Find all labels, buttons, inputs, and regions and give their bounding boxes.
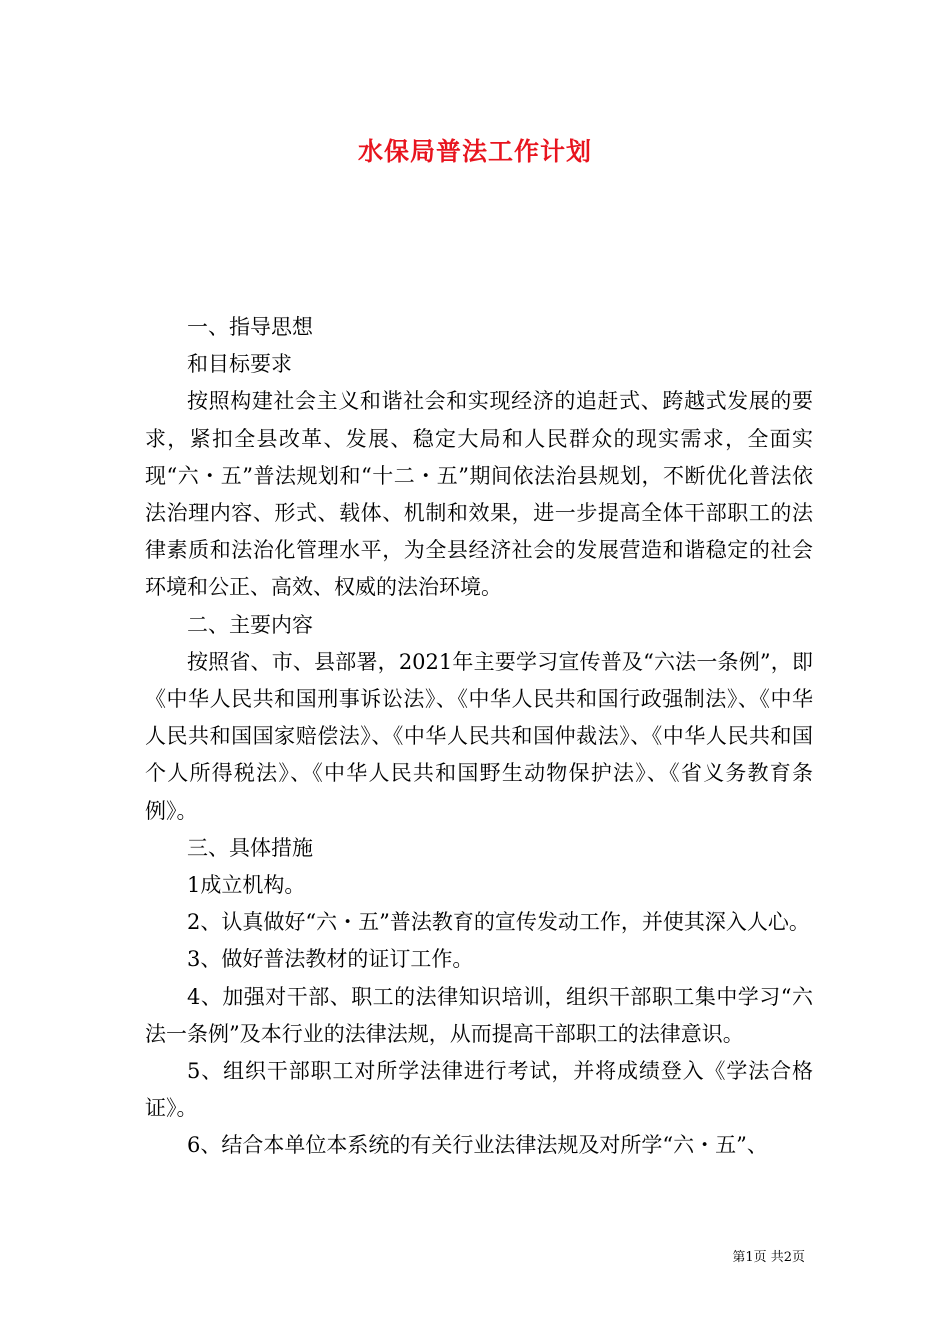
paragraph-heading-1-cont: 和目标要求 — [187, 352, 292, 377]
paragraph-heading-3: 三、具体措施 — [187, 835, 313, 860]
paragraph-content: 按照省、市、县部署，2021年主要学习宣传普及“六法一条例”，即《中华人民共和国刑事诉讼法》、《中华人民共和国行政强制法》、《中华人民共和国国家赔偿法》、《中华人民共和国仲裁法》、《中华人民共和国个人所得税法》、《中华人民共和国野生动物保护法》、《省义务教育条例》。 — [145, 649, 813, 823]
paragraph-measure-4: 4、加强对干部、职工的法律知识培训，组织干部职工集中学习“六法一条例”及本行业的法律法规，从而提高干部职工的法律意识。 — [145, 984, 813, 1046]
paragraph-heading-1: 一、指导思想 — [187, 315, 313, 339]
paragraph-measure-2: 2、认真做好“六・五”普法教育的宣传发动工作，并使其深入人心。 — [187, 910, 810, 935]
paragraph-measure-6: 6、结合本单位本系统的有关行业法律法规及对所学“六・五”、 — [187, 1133, 768, 1158]
paragraph-measure-1: 1成立机构。 — [187, 873, 306, 898]
paragraph-heading-2: 二、主要内容 — [187, 612, 313, 637]
page-number: 第1页 共2页 — [732, 1250, 805, 1265]
document-title: 水保局普法工作计划 — [357, 137, 592, 166]
paragraph-measure-5: 5、组织干部职工对所学法律进行考试，并将成绩登入《学法合格证》。 — [145, 1059, 813, 1121]
paragraph-measure-3: 3、做好普法教材的证订工作。 — [187, 947, 474, 972]
paragraph-guiding: 按照构建社会主义和谐社会和实现经济的追赶式、跨越式发展的要求，紧扣全县改革、发展、稳定大局和人民群众的现实需求，全面实现“六・五”普法规划和“十二・五”期间依法治县规划，不断优化普法依法治理内容、形式、载体、机制和效果，进一步提高全体干部职工的法律素质和法治化管理水平，为全县经济社会的发展营造和谐稳定的社会环境和公正、高效、权威的法治环境。 — [145, 389, 813, 600]
document-body — [145, 309, 813, 1165]
